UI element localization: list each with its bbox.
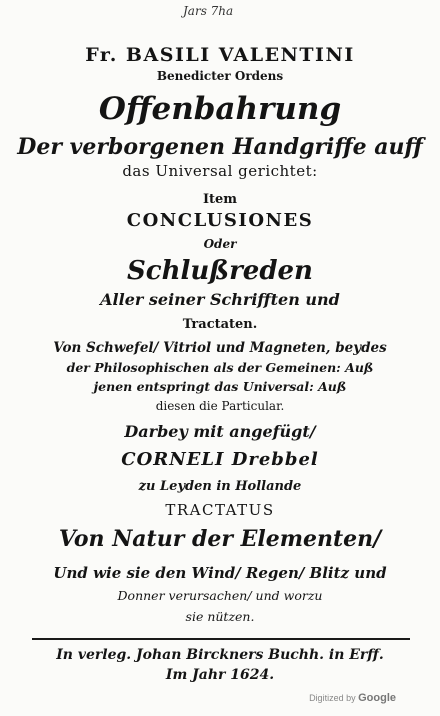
subtitle-line-2: das Universal gerichtet: xyxy=(122,162,318,180)
natur-line: Von Natur der Elementen/ xyxy=(58,526,382,552)
tractaten-line: Tractaten. xyxy=(182,317,258,332)
schwefel-line: Von Schwefel/ Vitriol und Magneten, beydes xyxy=(53,340,387,356)
digitized-watermark xyxy=(309,692,396,704)
manuscript-note: Jars 7ha xyxy=(183,4,234,18)
order-line: Benedicter Ordens xyxy=(156,69,284,83)
wind-line: Und wie sie den Wind/ Regen/ Blitz und xyxy=(53,564,387,582)
donner-line: Donner verursachen/ und worzu xyxy=(117,588,323,603)
imprint-line: In verleg. Johan Birckners Buchh. in Erff. xyxy=(56,647,384,663)
particular-line: diesen die Particular. xyxy=(155,399,285,413)
divider-rule xyxy=(32,638,410,640)
author-line: Fr. BASILI VALENTINI xyxy=(85,44,355,66)
item-line: Item xyxy=(202,192,238,207)
schlussreden-line: Schlußreden xyxy=(127,256,313,286)
drebbel-line: CORNELI Drebbel xyxy=(121,449,319,470)
schrifften-line: Aller seiner Schrifften und xyxy=(100,290,340,309)
subtitle-line-1: Der verborgenen Handgriffe auff xyxy=(17,134,423,160)
nuetzen-line: sie nützen. xyxy=(185,609,255,624)
year-line: Im Jahr 1624. xyxy=(165,667,275,683)
title-line: Offenbahrung xyxy=(98,91,342,127)
philosophischen-line: der Philosophischen als der Gemeinen: Auß xyxy=(66,360,374,375)
watermark-prefix: Digitized by xyxy=(309,693,356,703)
google-logo-text: Google xyxy=(358,692,396,704)
leyden-line: zu Leyden in Hollande xyxy=(138,479,302,494)
universal-line: jenen entspringt das Universal: Auß xyxy=(93,379,347,394)
tractatus-line: TRACTATUS xyxy=(165,501,275,519)
oder-line: Oder xyxy=(203,237,237,251)
angefuegt-line: Darbey mit angefügt/ xyxy=(124,422,316,441)
conclusiones-line: CONCLUSIONES xyxy=(126,210,314,231)
